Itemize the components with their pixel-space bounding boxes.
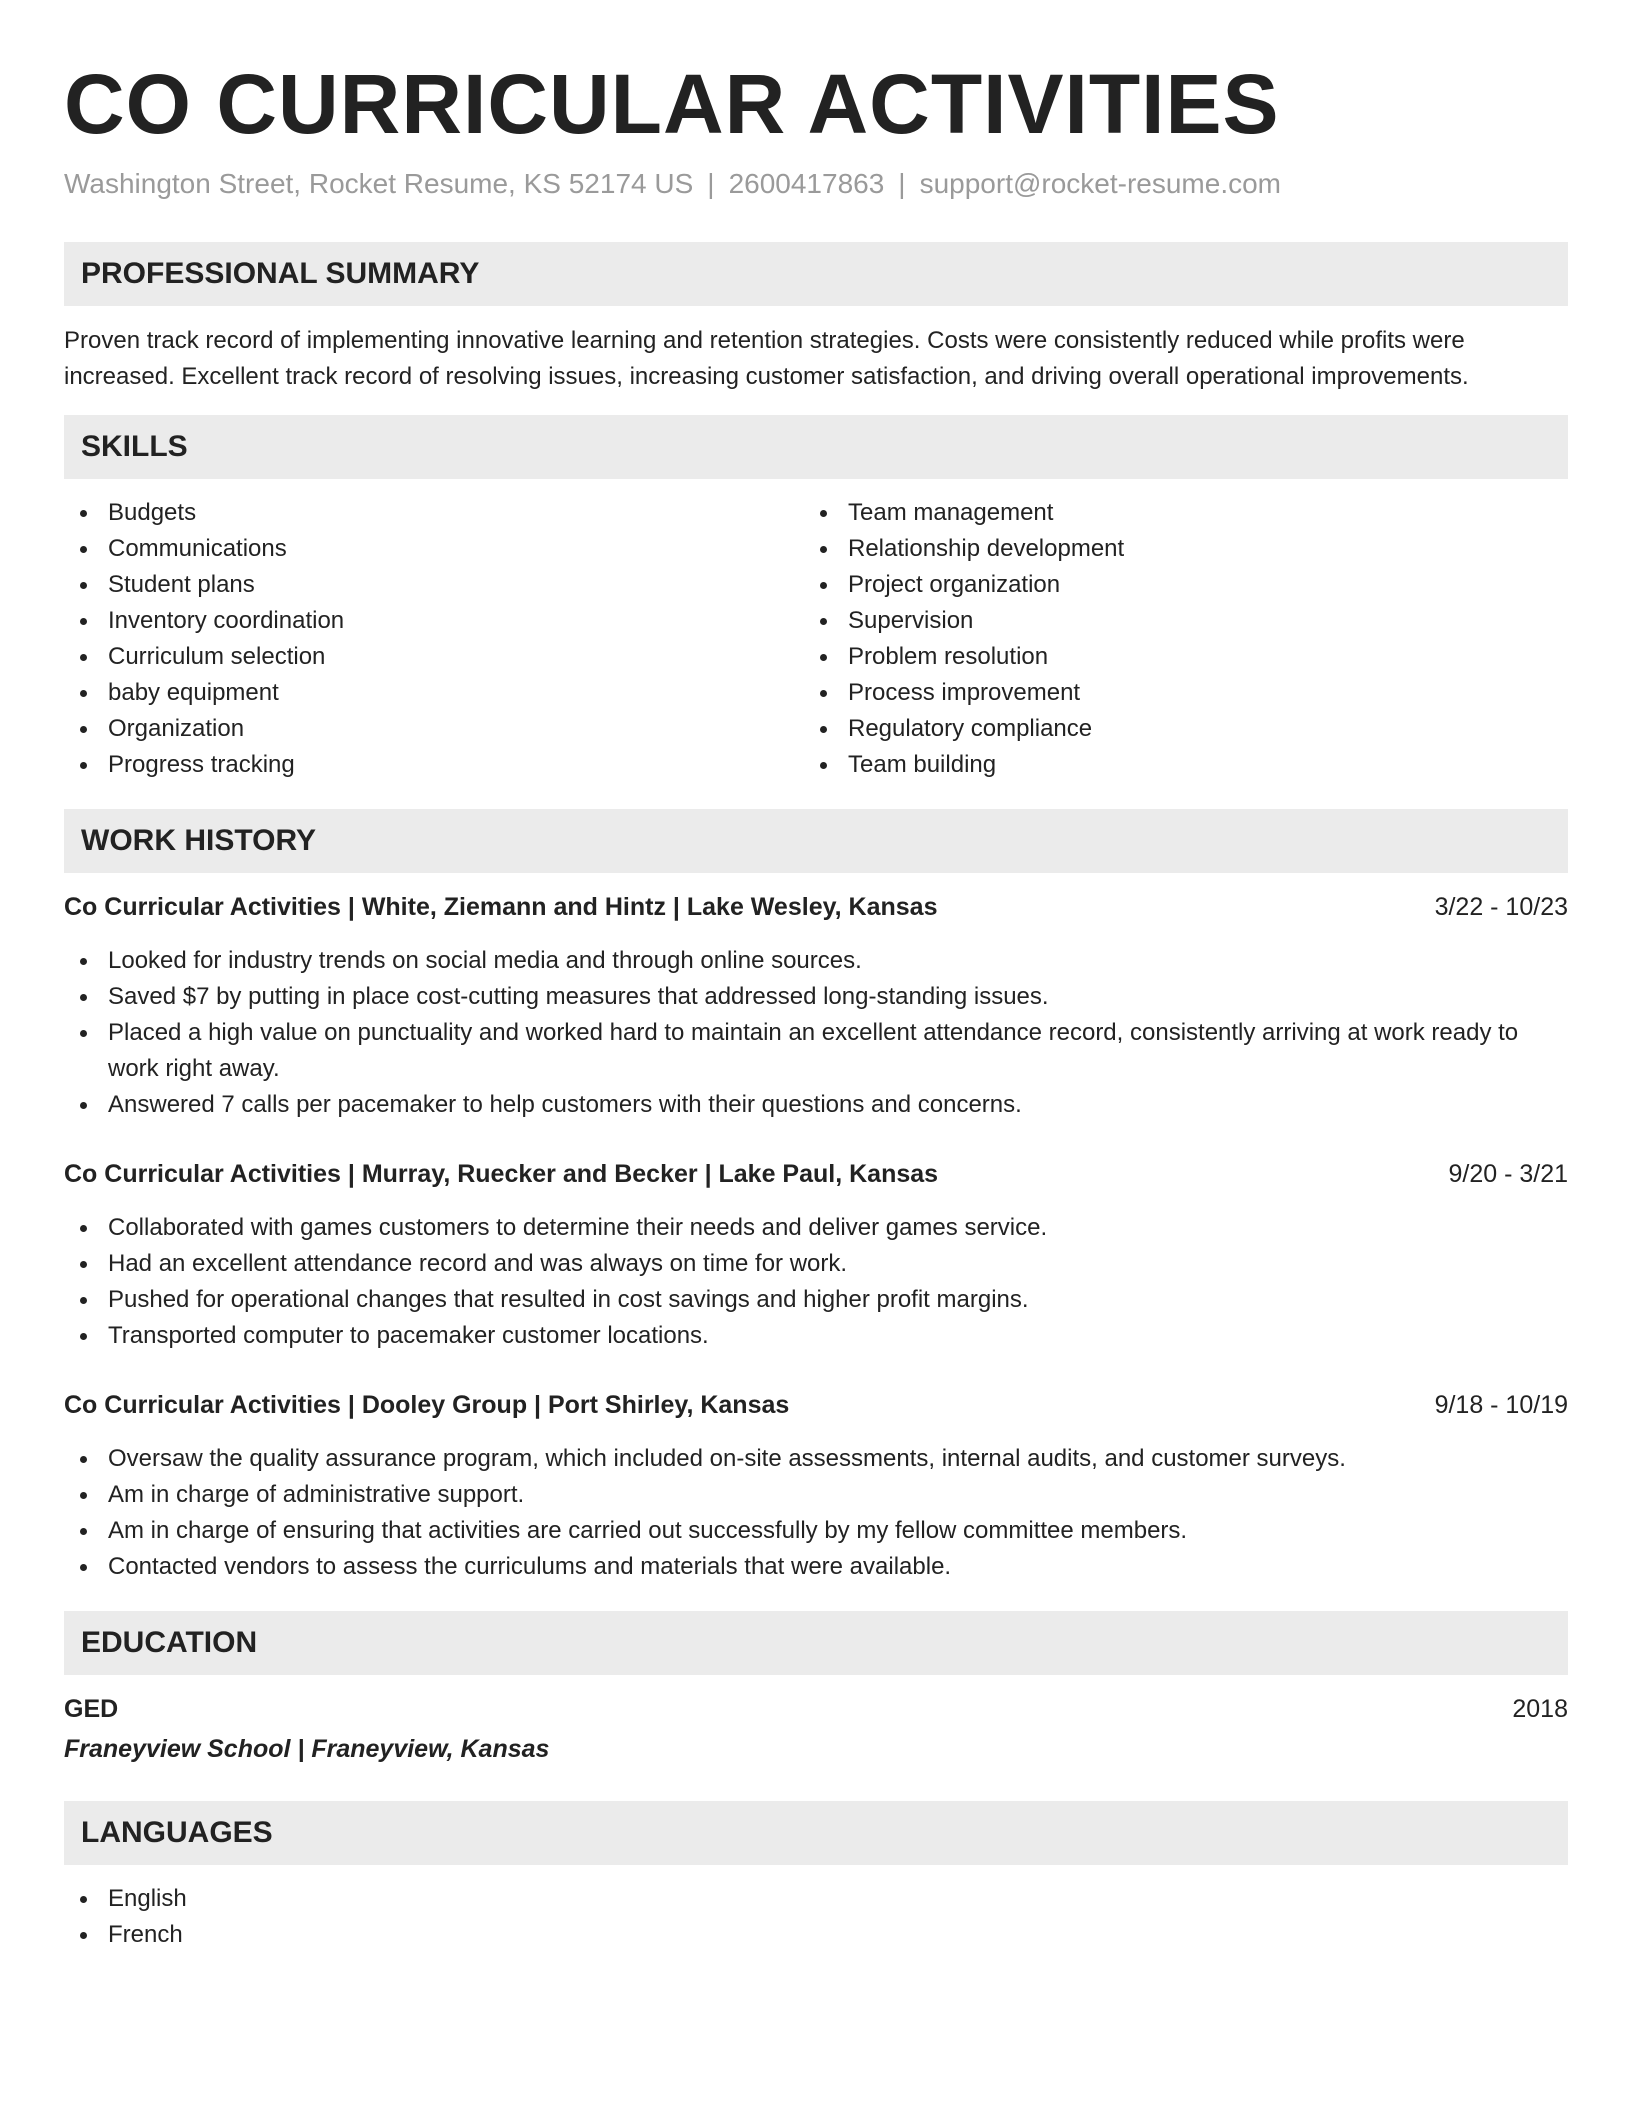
skill-item: Budgets — [64, 495, 804, 531]
skill-item: Relationship development — [804, 531, 1544, 567]
job-title: Co Curricular Activities | Murray, Ruecker and Becker | Lake Paul, Kansas — [64, 1160, 939, 1188]
languages-heading: LANGUAGES — [64, 1801, 1568, 1865]
contact-address: Washington Street, Rocket Resume, KS 52174 US — [64, 168, 694, 199]
skill-item: Project organization — [804, 567, 1544, 603]
education-header — [64, 1691, 1568, 1727]
education-school: Franeyview School | Franeyview, Kansas — [64, 1735, 550, 1763]
skill-item: Communications — [64, 531, 804, 567]
job-bullet: Collaborated with games customers to determine their needs and deliver games service. — [64, 1210, 1568, 1246]
skill-item: Team management — [804, 495, 1544, 531]
job-entry — [64, 1156, 1568, 1354]
work-history-section — [64, 809, 1568, 1585]
job-header — [64, 889, 1568, 925]
job-bullet: Pushed for operational changes that resulted in cost savings and higher profit margins. — [64, 1282, 1568, 1318]
summary-text: Proven track record of implementing innovative learning and retention strategies. Costs were consistently reduced while profits were increased. Excellent track record of resolving issues, increasing customer satisfaction, and driving overall operational improvements. — [64, 327, 1469, 390]
education-heading: EDUCATION — [64, 1611, 1568, 1675]
skills-left-list — [64, 495, 804, 783]
job-title: Co Curricular Activities | Dooley Group | Port Shirley, Kansas — [64, 1391, 790, 1419]
skills-right-list — [804, 495, 1544, 783]
skill-item: Regulatory compliance — [804, 711, 1544, 747]
skills-grid — [64, 495, 1568, 783]
skills-section — [64, 415, 1568, 783]
contact-line — [64, 166, 1568, 202]
job-bullet: Contacted vendors to assess the curriculums and materials that were available. — [64, 1549, 1568, 1585]
job-entry — [64, 889, 1568, 1123]
language-item: English — [64, 1881, 1568, 1917]
job-dates: 9/20 - 3/21 — [1448, 1160, 1568, 1188]
job-bullet: Am in charge of administrative support. — [64, 1477, 1568, 1513]
contact-separator: | — [898, 168, 906, 199]
job-bullet: Answered 7 calls per pacemaker to help customers with their questions and concerns. — [64, 1087, 1568, 1123]
job-bullet: Placed a high value on punctuality and worked hard to maintain an excellent attendance record, consistently arriving at work ready to work right away. — [64, 1015, 1568, 1087]
job-bullet: Am in charge of ensuring that activities are carried out successfully by my fellow committee members. — [64, 1513, 1568, 1549]
education-section — [64, 1611, 1568, 1767]
skill-item: baby equipment — [64, 675, 804, 711]
skills-heading: SKILLS — [64, 415, 1568, 479]
skill-item: Team building — [804, 747, 1544, 783]
work-history-heading: WORK HISTORY — [64, 809, 1568, 873]
language-item: French — [64, 1917, 1568, 1953]
job-bullet-list — [64, 1441, 1568, 1585]
job-header — [64, 1156, 1568, 1192]
job-bullet-list — [64, 1210, 1568, 1354]
contact-separator: | — [707, 168, 715, 199]
candidate-name: CO CURRICULAR ACTIVITIES — [64, 57, 1280, 151]
job-bullet: Oversaw the quality assurance program, which included on-site assessments, internal audits, and customer surveys. — [64, 1441, 1568, 1477]
skill-item: Student plans — [64, 567, 804, 603]
languages-list — [64, 1881, 1568, 1953]
job-dates: 3/22 - 10/23 — [1434, 893, 1568, 921]
summary-section — [64, 242, 1568, 395]
summary-heading: PROFESSIONAL SUMMARY — [64, 242, 1568, 306]
education-degree: GED — [64, 1695, 119, 1723]
job-entry — [64, 1387, 1568, 1585]
skill-item: Progress tracking — [64, 747, 804, 783]
skill-item: Supervision — [804, 603, 1544, 639]
skill-item: Inventory coordination — [64, 603, 804, 639]
job-bullet: Had an excellent attendance record and was always on time for work. — [64, 1246, 1568, 1282]
job-bullet: Transported computer to pacemaker customer locations. — [64, 1318, 1568, 1354]
skill-item: Organization — [64, 711, 804, 747]
languages-section — [64, 1801, 1568, 1953]
skill-item: Curriculum selection — [64, 639, 804, 675]
skill-item: Process improvement — [804, 675, 1544, 711]
job-bullet-list — [64, 943, 1568, 1123]
job-header — [64, 1387, 1568, 1423]
job-bullet: Saved $7 by putting in place cost-cutting measures that addressed long-standing issues. — [64, 979, 1568, 1015]
contact-phone: 2600417863 — [728, 168, 885, 199]
contact-email: support@rocket-resume.com — [919, 168, 1282, 199]
job-dates: 9/18 - 10/19 — [1434, 1391, 1568, 1419]
job-title: Co Curricular Activities | White, Ziemann and Hintz | Lake Wesley, Kansas — [64, 893, 938, 921]
education-year: 2018 — [1512, 1695, 1568, 1723]
job-bullet: Looked for industry trends on social media and through online sources. — [64, 943, 1568, 979]
skill-item: Problem resolution — [804, 639, 1544, 675]
